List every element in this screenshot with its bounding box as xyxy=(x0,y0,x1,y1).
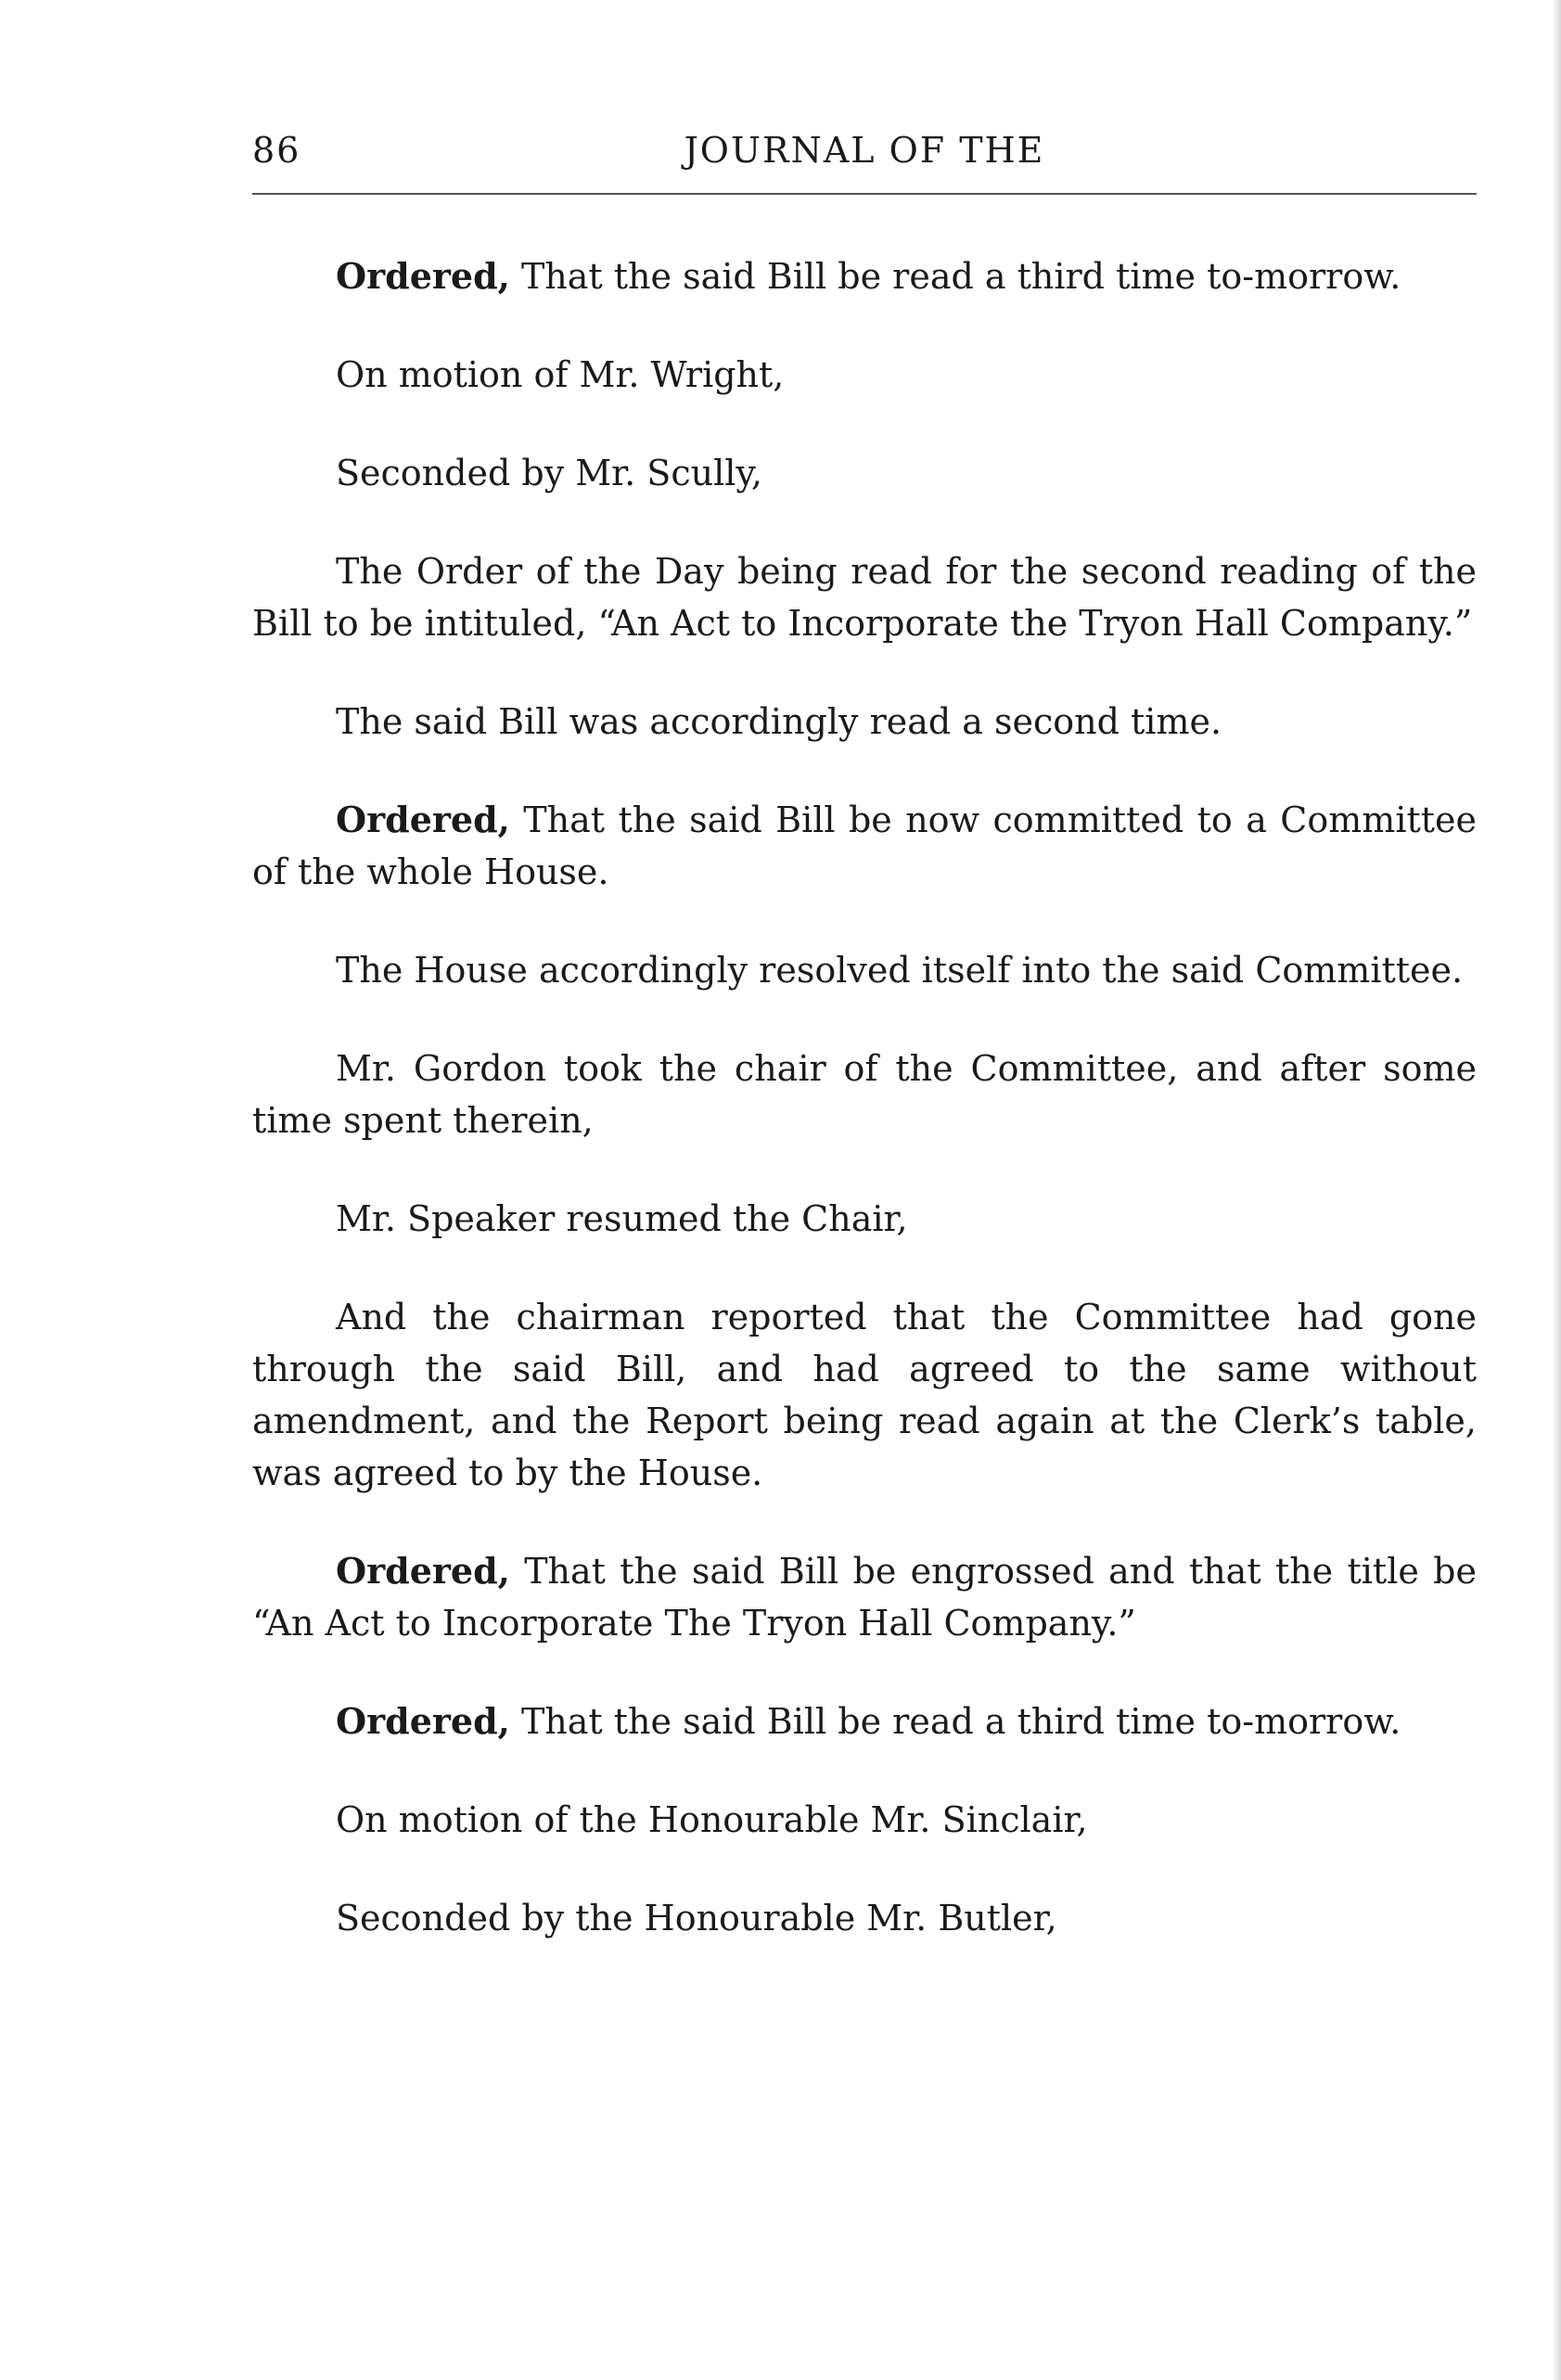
paragraph-ordered-third-reading-2 xyxy=(252,1695,1477,1747)
paragraph-text: On motion of the Honourable Mr. Sinclair, xyxy=(336,1799,1088,1840)
paragraph-ordered-engrossed xyxy=(252,1545,1477,1649)
paragraph-motion-wright xyxy=(252,349,1477,401)
paragraph-text: That the said Bill be read a third time to-morrow. xyxy=(509,1701,1401,1742)
paragraph-second-reading xyxy=(252,696,1477,748)
paragraph-ordered-third-reading xyxy=(252,250,1477,302)
page-header xyxy=(252,130,1477,182)
paragraph-text: That the said Bill be read a third time to-morrow. xyxy=(509,256,1401,297)
paragraph-text: That the said Bill be engrossed and that the title be “An Act to Incorporate The Tryon Hall Company.” xyxy=(252,1551,1477,1644)
paragraph-text: And the chairman reported that the Committee had gone through the said Bill, and had agreed to the same without amendment, and the Report being read again at the Clerk’s table, was agreed to by the House. xyxy=(252,1297,1477,1493)
ordered-label: Ordered, xyxy=(336,1550,510,1592)
paragraph-text: Seconded by the Honourable Mr. Butler, xyxy=(336,1898,1057,1939)
paragraph-text: Seconded by Mr. Scully, xyxy=(336,453,762,493)
page-number: 86 xyxy=(252,130,301,171)
journal-body xyxy=(252,250,1477,1990)
paragraph-motion-sinclair xyxy=(252,1794,1477,1846)
paragraph-text: On motion of Mr. Wright, xyxy=(336,354,785,395)
paragraph-seconded-butler xyxy=(252,1892,1477,1944)
paragraph-text: Mr. Speaker resumed the Chair, xyxy=(336,1198,908,1239)
paragraph-seconded-scully xyxy=(252,447,1477,499)
paragraph-order-of-day xyxy=(252,545,1477,649)
paragraph-chairman-reported xyxy=(252,1291,1477,1499)
ordered-label: Ordered, xyxy=(336,255,510,297)
paragraph-text: The House accordingly resolved itself into the said Committee. xyxy=(336,950,1464,991)
paragraph-text: The Order of the Day being read for the second reading of the Bill to be intituled, “An Act to Incorporate the Tryon Hall Company.” xyxy=(252,551,1477,644)
paragraph-text: Mr. Gordon took the chair of the Committee, and after some time spent therein, xyxy=(252,1048,1477,1141)
paragraph-ordered-committed xyxy=(252,794,1477,898)
ordered-label: Ordered, xyxy=(336,1700,510,1742)
page-edge-shadow xyxy=(1552,0,1561,2380)
paragraph-gordon-chair xyxy=(252,1043,1477,1146)
running-head: JOURNAL OF THE xyxy=(684,130,1045,171)
paragraph-text: The said Bill was accordingly read a second time. xyxy=(336,701,1222,742)
paragraph-text: That the said Bill be now committed to a Committee of the whole House. xyxy=(252,800,1477,892)
paragraph-speaker-resumed xyxy=(252,1193,1477,1245)
ordered-label: Ordered, xyxy=(336,799,510,840)
paragraph-house-resolved xyxy=(252,944,1477,996)
header-rule xyxy=(252,193,1477,195)
